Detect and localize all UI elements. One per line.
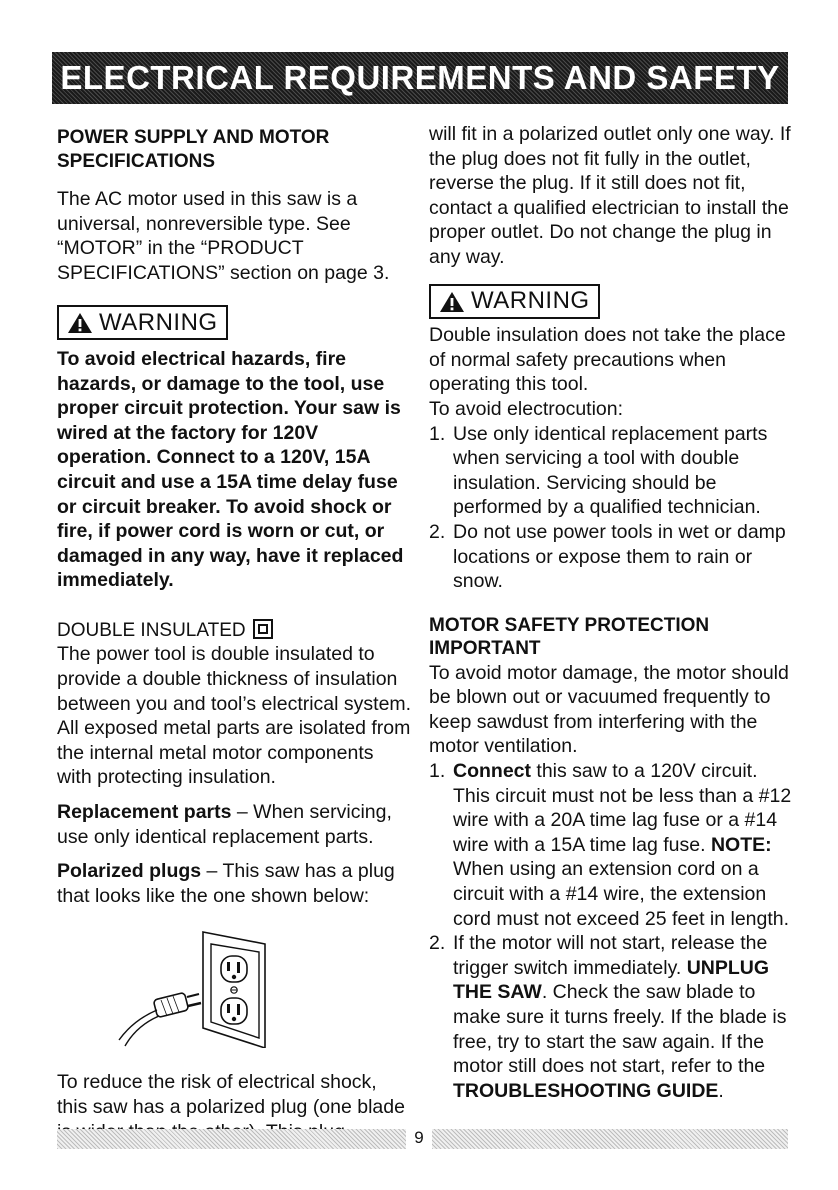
warning-block-right [429, 284, 794, 320]
motor-safety-heading: MOTOR SAFETY PROTECTION IMPORTANT [429, 614, 710, 660]
polarized-plugs-text: – This saw has a plug that looks like the one shown below: [57, 860, 395, 907]
warning-label-box [57, 305, 228, 340]
list-item-text-3: . [718, 1079, 724, 1102]
double-insulated-heading: DOUBLE INSULATED [57, 619, 246, 641]
double-insulated-text: The power tool is double insulated to provide a double thickness of insulation between you and tool’s electrical system. All exposed metal parts are isolated from the internal metal motor components with protecting insulation. [57, 643, 412, 789]
page-number: 9 [414, 1128, 424, 1147]
list-item-text: this saw to a 120V circuit. This circuit must not be less than a #12 wire with a 20A time lag fuse or a #14 wire with a 15A time lag fuse. [453, 760, 792, 856]
unplug-label: UNPLUG THE SAW [453, 956, 770, 1004]
motor-safety-text: To avoid motor damage, the motor should be blown out or vacuumed frequently to keep sawdust from interfering with the motor ventilation. [429, 661, 789, 758]
footer-bar-right [432, 1129, 788, 1149]
reduce-risk-text: To reduce the risk of electrical shock, this saw has a polarized plug (one blade [57, 1071, 405, 1118]
plug-continuation-text: will fit in a polarized outlet only one way. If the plug does not fit fully in the outlet, reverse the plug. If it still does not fit, contact a qualified electrician to install the proper outlet. Do not change the plug in any way. [429, 123, 791, 268]
power-supply-text: The AC motor used in this saw is a universal, nonreversible type. See “MOTOR” in the “PRODUCT SPECIFICATIONS” section on page 3. [57, 188, 390, 284]
polarized-plugs-para [57, 859, 412, 908]
troubleshooting-guide-link-text: TROUBLESHOOTING GUIDE [453, 1079, 719, 1102]
list-item [429, 759, 794, 931]
double-insulated-heading-wrap [57, 619, 412, 643]
warning-label-box [429, 284, 600, 319]
plug-figure [57, 930, 412, 1048]
connect-label: Connect [453, 760, 531, 783]
warning-block-left [57, 305, 412, 341]
warning-label: WARNING [99, 309, 218, 337]
list-item-text: If the motor will not start, release the trigger switch immediately. [453, 932, 768, 979]
double-insulated-icon [253, 619, 273, 639]
polarized-plug-outlet-illustration [115, 930, 335, 1048]
list-item-number: 1. [429, 760, 446, 783]
motor-safety-list [429, 759, 794, 1103]
list-item-text: Use only identical replacement parts when servicing a tool with double insulation. Servicing should be performed by a qualified technician. [453, 422, 768, 519]
warning-text-right: Double insulation does not take the place of normal safety precautions when operating this tool. [429, 324, 786, 396]
right-column [429, 122, 794, 1103]
list-item [429, 422, 794, 520]
replacement-parts-label: Replacement parts [57, 800, 232, 823]
title-banner [52, 52, 788, 104]
polarized-plugs-label: Polarized plugs [57, 860, 202, 883]
list-item [429, 931, 794, 1103]
list-item-number: 1. [429, 422, 446, 445]
power-supply-heading: POWER SUPPLY AND MOTOR SPECIFICATIONS [57, 127, 330, 172]
warning-triangle-icon [439, 291, 465, 313]
list-item-number: 2. [429, 932, 446, 955]
warning-triangle-icon [67, 312, 93, 334]
note-label: NOTE: [710, 833, 772, 856]
avoid-electrocution-text: To avoid electrocution: [429, 397, 624, 420]
footer-bar-left [57, 1129, 406, 1149]
warning-label: WARNING [471, 287, 590, 315]
list-item-number: 2. [429, 520, 446, 543]
avoid-electrocution-list [429, 422, 794, 594]
replacement-parts-para [57, 800, 412, 849]
page-title: ELECTRICAL REQUIREMENTS AND SAFETY [60, 59, 780, 96]
list-item-text: Do not use power tools in wet or damp locations or expose them to rain or snow. [453, 520, 786, 593]
warning-text-left: To avoid electrical hazards, fire hazards, or damage to the tool, use proper circuit protection. Your saw is wired at the factory for 120V operation. Connect to a 120V, 15A circuit and use a 15A time delay fuse or circuit breaker. To avoid shock or fire, if power cord is worn or cut, or damaged in any way, have it replaced immediately. [57, 347, 404, 592]
list-item-text-2: . Check the saw blade to make sure it turns freely. If the blade is free, try to start the saw again. If the motor still does not start, refer to the [453, 981, 787, 1078]
replacement-parts-text: – When servicing, use only identical replacement parts. [57, 800, 392, 848]
list-item [429, 520, 794, 594]
left-column [57, 126, 412, 1144]
note-text: When using an extension cord on a circuit with a #14 wire, the extension cord must not exceed 25 feet in length. [453, 858, 790, 930]
